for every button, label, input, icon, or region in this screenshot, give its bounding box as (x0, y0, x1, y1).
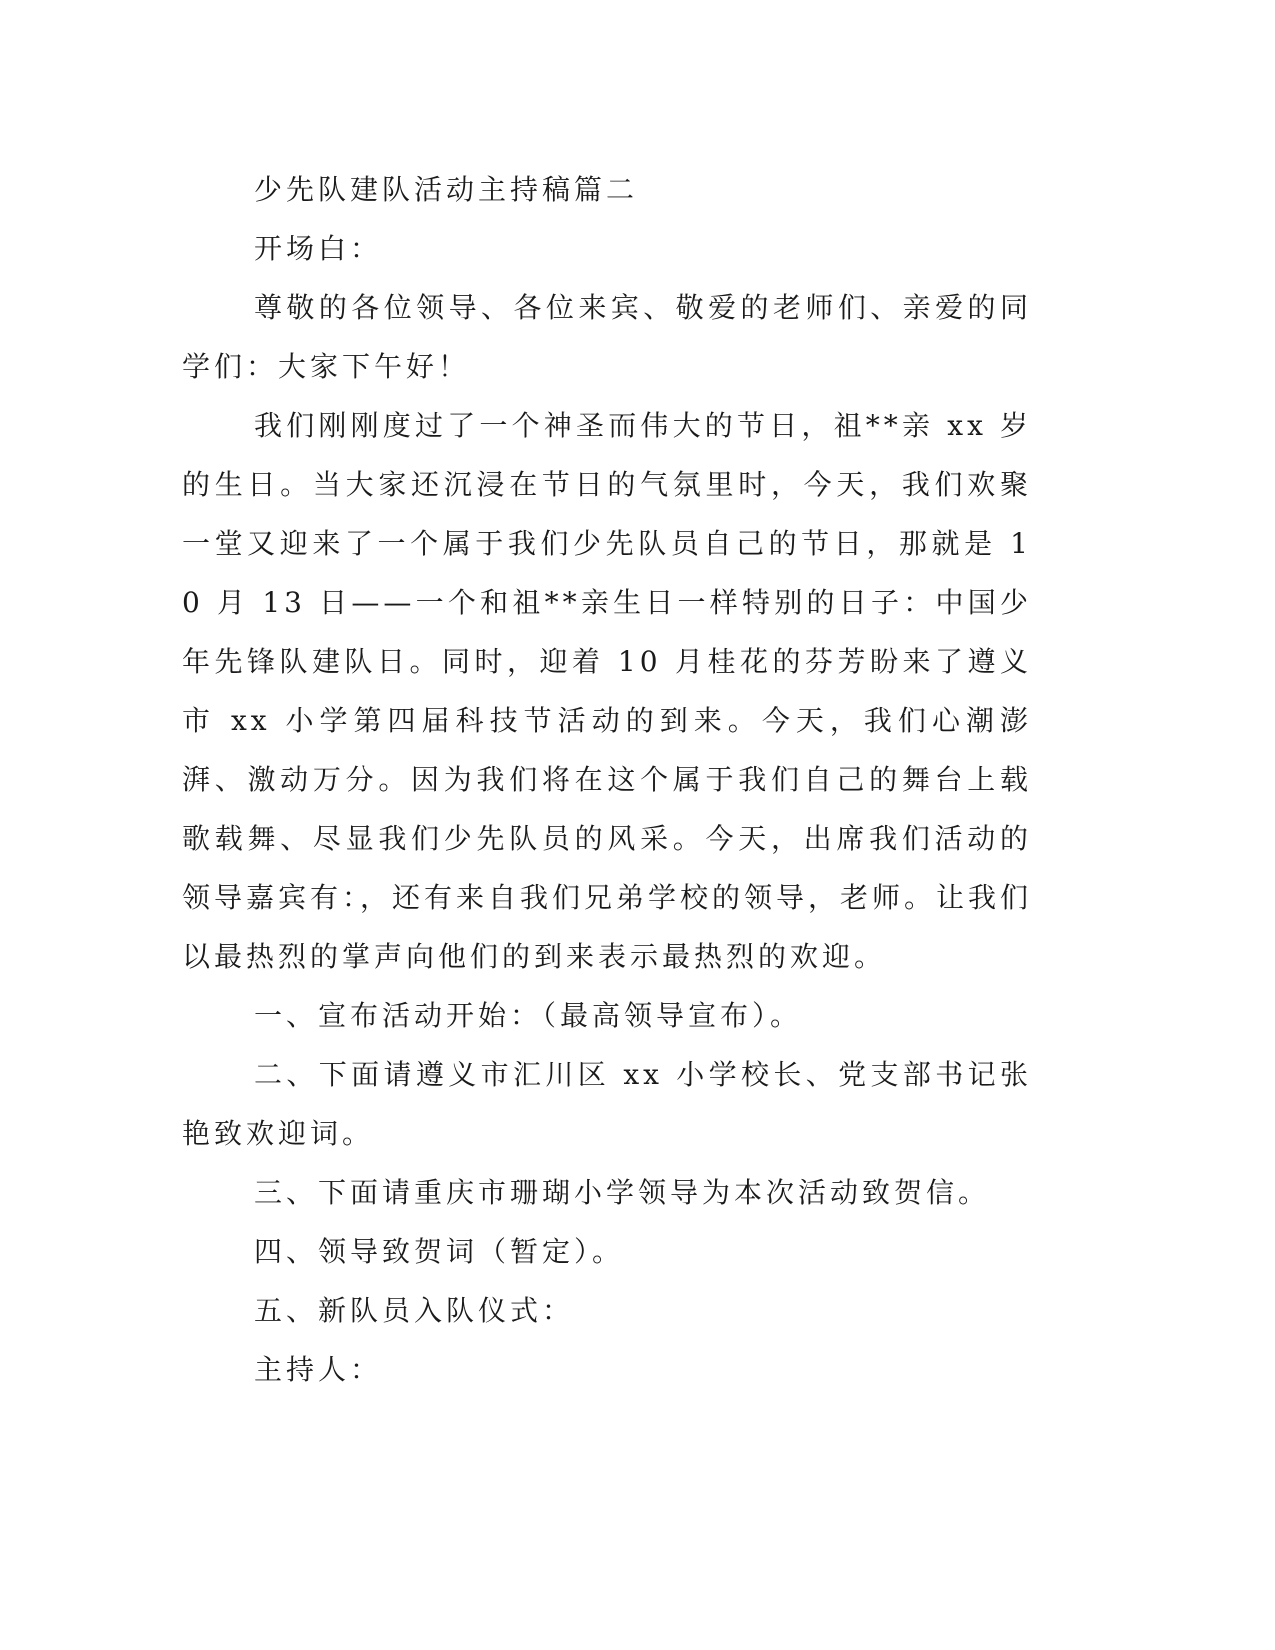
agenda-item-1: 一、宣布活动开始：（最高领导宣布）。 (254, 999, 803, 1032)
document-title: 少先队建队活动主持稿篇二 (254, 173, 639, 206)
host-label: 主持人： (254, 1353, 383, 1386)
document-body (182, 160, 1032, 1399)
agenda-item-4: 四、领导致贺词（暂定）。 (254, 1235, 625, 1268)
intro-paragraph: 我们刚刚度过了一个神圣而伟大的节日，祖**亲 xx 岁的生日。当大家还沉浸在节日的气氛里时，今天，我们欢聚一堂又迎来了一个属于我们少先队员自己的节日，那就是 10 月 13 日——一个和祖**亲生日一样特别的日子：中国少年先锋队建队日。同时，迎着 10 月桂花的芬芳盼来了遵义市 xx 小学第四届科技节活动的到来。今天，我们心潮澎湃、激动万分。因为我们将在这个属于我们自己的舞台上载歌载舞、尽显我们少先队员的风采。今天，出席我们活动的领导嘉宾有：，还有来自我们兄弟学校的领导，老师。让我们以最热烈的掌声向他们的到来表示最热烈的欢迎。 (182, 409, 1033, 973)
agenda-item-2: 二、下面请遵义市汇川区 xx 小学校长、党支部书记张艳致欢迎词。 (182, 1058, 1032, 1150)
agenda-item-3: 三、下面请重庆市珊瑚小学领导为本次活动致贺信。 (254, 1176, 991, 1209)
greeting-paragraph: 尊敬的各位领导、各位来宾、敬爱的老师们、亲爱的同学们：大家下午好！ (182, 291, 1032, 383)
opening-label: 开场白： (254, 232, 383, 265)
agenda-item-5: 五、新队员入队仪式： (254, 1294, 575, 1327)
